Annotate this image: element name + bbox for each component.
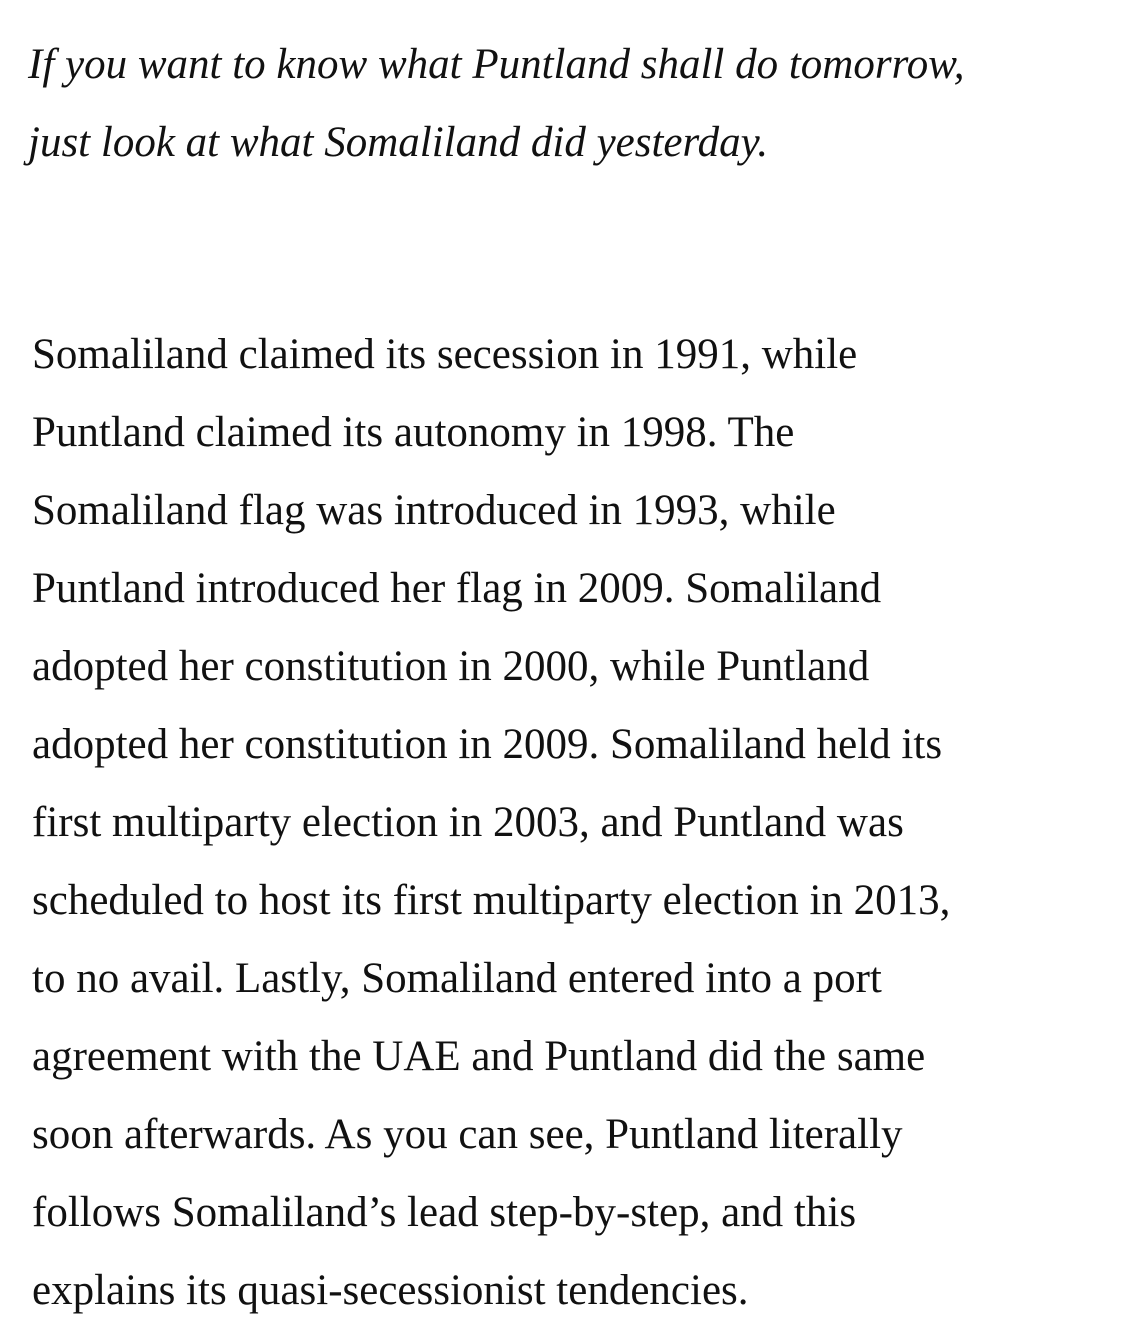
paragraph-line: first multiparty election in 2003, and Puntland was bbox=[32, 799, 904, 846]
paragraph-line: Somaliland flag was introduced in 1993, while bbox=[32, 487, 836, 534]
paragraph-line: Somaliland claimed its secession in 1991, while bbox=[32, 331, 858, 378]
paragraph-line: to no avail. Lastly, Somaliland entered into a port bbox=[32, 955, 882, 1002]
quote-line: just look at what Somaliland did yesterday. bbox=[28, 119, 769, 166]
paragraph-line: explains its quasi-secessionist tendencies. bbox=[32, 1267, 749, 1314]
paragraph-line: Puntland claimed its autonomy in 1998. The bbox=[32, 409, 795, 456]
paragraph-line: soon afterwards. As you can see, Puntland literally bbox=[32, 1111, 903, 1158]
paragraph-line: scheduled to host its first multiparty election in 2013, bbox=[32, 877, 951, 924]
quote-block bbox=[28, 26, 1118, 182]
paragraph-line: Puntland introduced her flag in 2009. Somaliland bbox=[32, 565, 882, 612]
paragraph-line: follows Somaliland’s lead step-by-step, and this bbox=[32, 1189, 857, 1236]
paragraph-line: agreement with the UAE and Puntland did the same bbox=[32, 1033, 926, 1080]
paragraph-line: adopted her constitution in 2009. Somaliland held its bbox=[32, 721, 943, 768]
paragraph-line: adopted her constitution in 2000, while Puntland bbox=[32, 643, 870, 690]
body-paragraph bbox=[32, 316, 1117, 1330]
quote-line: If you want to know what Puntland shall do tomorrow, bbox=[28, 41, 965, 88]
